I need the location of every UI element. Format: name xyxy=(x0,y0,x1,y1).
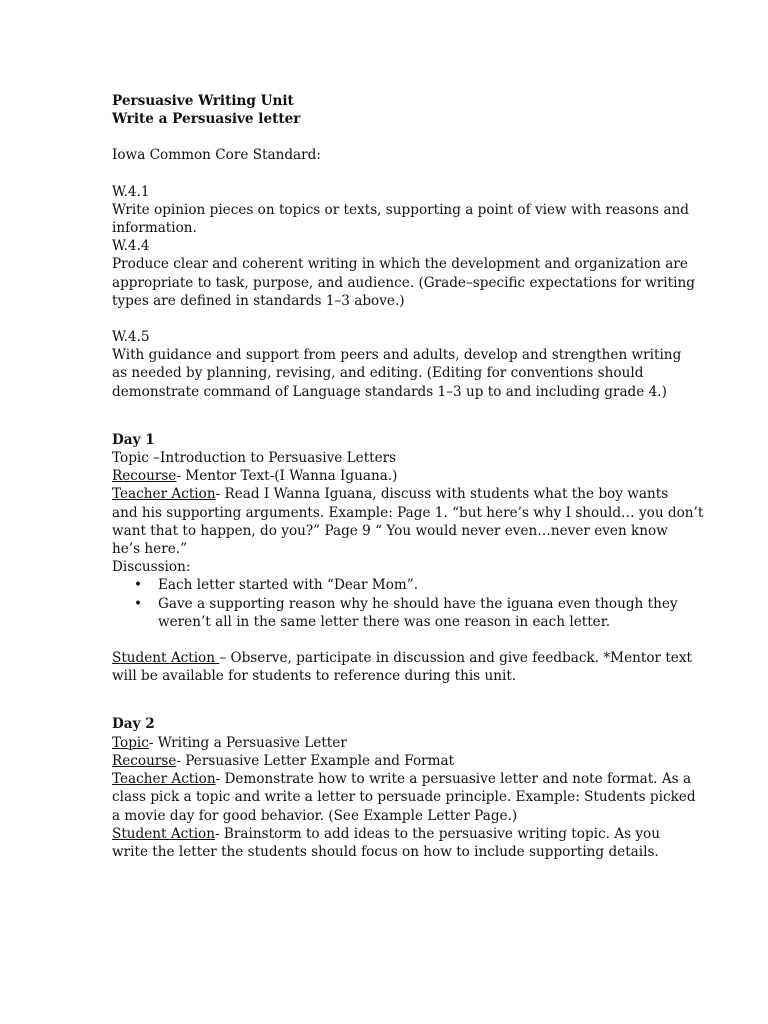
list-item xyxy=(112,595,678,631)
standard-text-line: information. xyxy=(112,220,197,237)
day2-recourse xyxy=(112,752,652,770)
day2-topic xyxy=(112,734,652,752)
list-item-text: weren’t all in the same letter there was one reason in each letter. xyxy=(158,613,611,630)
day1-topic: Topic –Introduction to Persuasive Letters xyxy=(112,450,397,467)
recourse-label: Recourse xyxy=(112,468,177,485)
recourse-label: Recourse xyxy=(112,752,177,769)
list-item xyxy=(112,576,652,594)
day2-student-action xyxy=(112,825,660,843)
day1-section xyxy=(112,431,704,686)
discussion-list xyxy=(112,576,678,631)
teacher-action-line: a movie day for good behavior. (See Example Letter Page.) xyxy=(112,807,518,824)
list-item-text: Each letter started with “Dear Mom”. xyxy=(158,577,419,594)
teacher-action-line: class pick a topic and write a letter to persuade principle. Example: Students picked xyxy=(112,789,696,806)
standard-text-line: appropriate to task, purpose, and audience. (Grade–specific expectations for writing xyxy=(112,274,695,291)
day1-teacher-action xyxy=(112,485,669,503)
teacher-action-line: want that to happen, do you?” Page 9 “ You would never even…never even know xyxy=(112,522,668,539)
discussion-label: Discussion: xyxy=(112,559,191,576)
day2-heading: Day 2 xyxy=(112,716,155,733)
standard-text-line: Write opinion pieces on topics or texts, supporting a point of view with reasons and xyxy=(112,201,689,218)
topic-label: Topic xyxy=(112,734,149,751)
standard-code: W.4.4 xyxy=(112,238,150,255)
student-action-text: – Observe, participate in discussion and give feedback. *Mentor text xyxy=(219,650,692,667)
bullet-icon: • xyxy=(134,595,143,612)
standard-w44 xyxy=(112,237,695,310)
standards-intro: Iowa Common Core Standard: xyxy=(112,147,321,164)
day2-section xyxy=(112,715,696,861)
standard-code: W.4.1 xyxy=(112,183,150,200)
standard-text-line: Produce clear and coherent writing in which the development and organization are xyxy=(112,256,688,273)
student-action-text: - Brainstorm to add ideas to the persuasive writing topic. As you xyxy=(215,825,660,842)
topic-text: - Writing a Persuasive Letter xyxy=(148,734,347,751)
day2-teacher-action xyxy=(112,770,692,788)
standard-w45 xyxy=(112,328,682,401)
unit-title: Persuasive Writing Unit xyxy=(112,93,294,109)
standard-text-line: demonstrate command of Language standards 1–3 up to and including grade 4.) xyxy=(112,383,667,400)
standard-text-line: types are defined in standards 1–3 above.) xyxy=(112,292,405,309)
standard-text-line: With guidance and support from peers and adults, develop and strengthen writing xyxy=(112,347,682,364)
student-action-label: Student Action xyxy=(112,825,215,842)
teacher-action-label: Teacher Action xyxy=(112,486,216,503)
teacher-action-label: Teacher Action xyxy=(112,771,216,788)
lesson-subtitle: Write a Persuasive letter xyxy=(112,111,301,128)
student-action-line: write the letter the students should focus on how to include supporting details. xyxy=(112,843,659,860)
recourse-text: - Persuasive Letter Example and Format xyxy=(176,752,455,769)
standard-code: W.4.5 xyxy=(112,329,150,346)
bullet-icon: • xyxy=(134,577,143,594)
day1-recourse xyxy=(112,467,652,485)
teacher-action-line: he’s here.” xyxy=(112,541,188,558)
standard-w41 xyxy=(112,183,689,238)
day1-heading: Day 1 xyxy=(112,431,155,448)
recourse-text: - Mentor Text-(I Wanna Iguana.) xyxy=(176,468,398,485)
day1-student-action xyxy=(112,649,692,667)
teacher-action-line: and his supporting arguments. Example: Page 1. “but here’s why I should… you don’t xyxy=(112,504,704,521)
document-page xyxy=(112,92,704,861)
teacher-action-text: - Read I Wanna Iguana, discuss with students what the boy wants xyxy=(215,486,669,503)
standard-text-line: as needed by planning, revising, and editing. (Editing for conventions should xyxy=(112,365,644,382)
teacher-action-text: - Demonstrate how to write a persuasive letter and note format. As a xyxy=(215,771,692,788)
student-action-label: Student Action xyxy=(112,650,220,667)
student-action-line: will be available for students to reference during this unit. xyxy=(112,668,517,685)
list-item-text: Gave a supporting reason why he should have the iguana even though they xyxy=(158,595,678,612)
